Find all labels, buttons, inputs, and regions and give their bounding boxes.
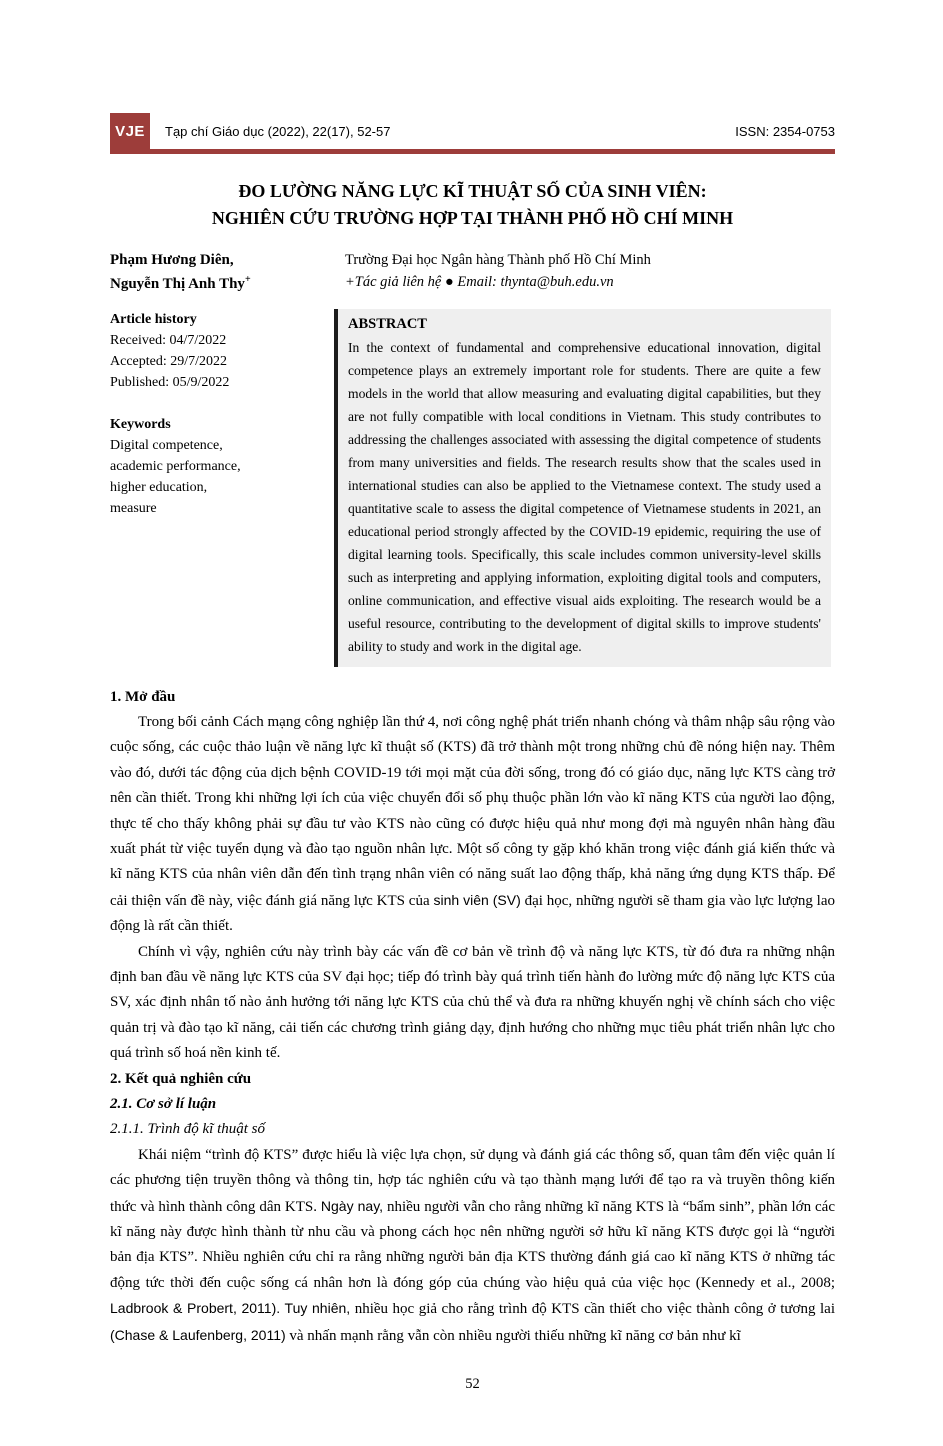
corresponding-author-mark: + [244, 274, 251, 286]
text-run: 2.1.1. Trình độ kĩ thuật số [110, 1121, 266, 1138]
author-name-2 [110, 272, 345, 296]
author-name-1: Phạm Hương Diên, [110, 252, 234, 268]
abstract-heading: ABSTRACT [348, 315, 427, 332]
affiliation-block [345, 249, 651, 297]
text-run: nhiều học giả cho rằng trình độ KTS cần thiết cho việc thành công ở tương lai [350, 1301, 835, 1318]
body-paragraph [110, 1143, 835, 1349]
abstract-box [334, 309, 831, 667]
text-run: Ladbrook & Probert, 2011). Tuy nhiên, [110, 1300, 351, 1317]
keyword-line: academic performance, [110, 458, 241, 474]
keyword-line: higher education, [110, 479, 208, 495]
published-date: Published: 05/9/2022 [110, 374, 230, 390]
text-run: đại học, những người sẽ tham gia vào lực lượng lao động là rất cần thiết. [110, 892, 835, 935]
text-run: Chính vì vậy, nghiên cứu này trình bày các vấn đề cơ bản về trình độ và năng lực KTS, từ đó đưa ra những nhận định ban đầu về năng lực KTS của SV đại học; tiếp đó trình bày quá trình tiến hành đo lường mức độ năng lực KTS của SV, xác định nhân tố nào ảnh hưởng tới năng lực KTS của chủ thể và đưa ra những khuyến nghị về chính sách cho việc quản trị và đào tạo kĩ năng, cải tiến các chương trình giảng dạy, định hướng cho những mục tiêu phát triển nhân lực cho quá trình số hoá nền kinh tế. [110, 943, 835, 1062]
keyword-line: measure [110, 500, 157, 516]
text-run: (Chase & Laufenberg, 2011) [110, 1326, 286, 1343]
text-run: và nhấn mạnh rằng vẫn còn nhiều người thiếu những kĩ năng cơ bản như kĩ [285, 1327, 741, 1344]
keywords-block [110, 414, 334, 519]
abstract-text: In the context of fundamental and comprehensive educational innovation, digital competence plays an extremely important role for students. There are quite a few models in the world that allow measuring and evaluating digital capabilities, but they are not fully compatible with local conditions in Vietnam. This study contributes to addressing the challenges associated with assessing the digital competence of students from many universities and fields. The research results show that the scales used in international studies can also be applied to the Vietnamese context. The study used a quantitative scale to assess the digital competence of Vietnamese students in 2021, an educational period strongly affected by the COVID-19 epidemic, requiring the use of digital learning tools. Specifically, this scale includes common university-level skills such as interpreting and applying information, exploiting digital tools and computers, online communication, and effective visual aids exploiting. The research would be a useful resource, contributing to the development of digital skills to improve students' ability to study and work in the digital age. [348, 340, 821, 655]
author-name-2-text: Nguyễn Thị Anh Thy [110, 276, 245, 293]
text-run: Khái niệm “trình độ KTS” được hiểu là việc lựa chọn, sử dụng và đánh giá các thông số, quan tâm đến việc quản lí các phương tiện truyền thông và thông tin, hợp tác nghiên cứu và tạo thành mạng lưới để tạo ra và truyền thông kiến thức và hình thành công dân KTS. [110, 1146, 835, 1215]
received-date: Received: 04/7/2022 [110, 332, 227, 348]
journal-header [110, 113, 835, 154]
section-heading [110, 685, 835, 710]
text-run: Ngày nay, [320, 1197, 384, 1214]
title-line-1: ĐO LƯỜNG NĂNG LỰC KĨ THUẬT SỐ CỦA SINH VIÊN: [238, 181, 707, 201]
article-history-heading: Article history [110, 311, 197, 327]
byline [110, 249, 835, 297]
text-run: 2.1. Cơ sở lí luận [110, 1096, 217, 1112]
keywords-heading: Keywords [110, 416, 171, 432]
text-run: sinh viên (SV) [433, 891, 521, 908]
journal-citation: Tạp chí Giáo dục (2022), 22(17), 52-57 [165, 123, 391, 139]
accepted-date: Accepted: 29/7/2022 [110, 353, 228, 369]
text-run: Trong bối cảnh Cách mạng công nghiệp lần thứ 4, nơi công nghệ phát triển nhanh chóng và thâm nhập sâu rộng vào cuộc sống, các cuộc thảo luận về năng lực kĩ thuật số (KTS) đã trở thành một trong những chủ đề nóng hiện nay. Thêm vào đó, dưới tác động của dịch bệnh COVID-19 tới mọi mặt của đời sống, trong đó có giáo dục, năng lực KTS càng trở nên cần thiết. Trong khi những lợi ích của việc chuyển đổi số phụ thuộc phần lớn vào kĩ năng KTS của người lao động, thực tế cho thấy không phải sự đầu tư vào KTS nào cũng có được hiệu quả như mong đợi mà nguyên nhân hàng đầu xuất phát từ việc tuyển dụng và đào tạo nguồn nhân lực. Một số công ty gặp khó khăn trong việc đánh giá kiến thức và kĩ năng KTS của nhân viên dẫn đến tình trạng nhân viên có năng suất lao động thấp, khả năng ứng dụng KTS thấp. Để cải thiện vấn đề này, việc đánh giá năng lực KTS của [110, 713, 835, 909]
section-heading [110, 1067, 835, 1092]
title-line-2: NGHIÊN CỨU TRƯỜNG HỢP TẠI THÀNH PHỐ HỒ CHÍ MINH [211, 208, 734, 228]
contact-line: +Tác giả liên hệ ● Email: thynta@buh.edu.vn [345, 274, 614, 291]
keyword-line: Digital competence, [110, 437, 223, 453]
issn-label: ISSN: 2354-0753 [735, 123, 835, 139]
section-heading [110, 1092, 835, 1117]
body-blocks [110, 685, 835, 1350]
section-heading [110, 1117, 835, 1142]
body-paragraph [110, 710, 835, 940]
text-run: 2. Kết quả nghiên cứu [110, 1070, 252, 1087]
text-run: 1. Mở đầu [110, 688, 176, 705]
page-number: 52 [465, 1376, 480, 1393]
body-paragraph [110, 940, 835, 1067]
paper-page [0, 113, 943, 1446]
article-meta-column [110, 309, 334, 667]
page-title [110, 178, 835, 232]
meta-section [110, 309, 835, 667]
affiliation: Trường Đại học Ngân hàng Thành phố Hồ Chí Minh [345, 252, 651, 268]
author-names [110, 249, 345, 297]
vje-logo: VJE [110, 113, 150, 149]
text-run: nhiều người vẫn cho rằng những kĩ năng KTS là “bẩm sinh”, phần lớn các kĩ năng này được hình thành từ nhu cầu và phong cách học nên những người sở hữu kĩ năng KTS được gọi là “người bản địa KTS”. Nhiều nghiên cứu chỉ ra rằng những người bản địa KTS thường đánh giá cao kĩ năng KTS ở những tác động tức thời đến cuộc sống cá nhân hơn là đóng góp của chúng vào hiệu quả của việc học (Kennedy et al., 2008; [110, 1198, 835, 1291]
